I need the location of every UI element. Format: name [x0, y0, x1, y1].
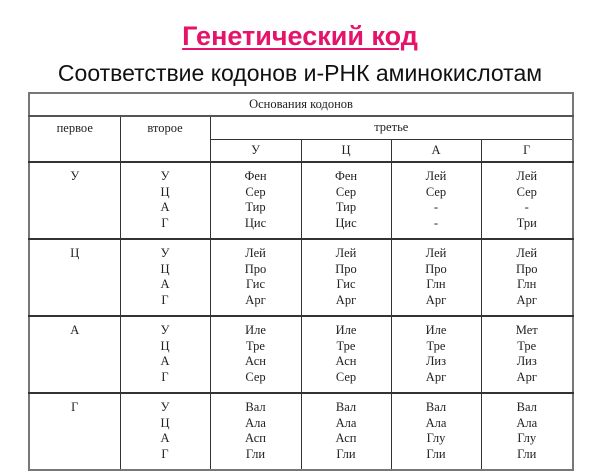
amino-acid-cell: [391, 393, 481, 470]
amino-acid-label: Про: [335, 261, 357, 276]
amino-acid-label: Арг: [425, 369, 447, 384]
first-base-cell: [29, 393, 120, 470]
second-base-label: Г: [161, 446, 169, 461]
amino-acid-label: Тир: [245, 200, 266, 214]
amino-acid-label: -: [433, 200, 439, 214]
second-base-cell: [120, 393, 210, 470]
amino-acid-label: Гли: [336, 446, 356, 461]
amino-acid-label: Асп: [335, 431, 357, 445]
first-base-label: У: [70, 169, 80, 183]
amino-acid-label: Иле: [245, 323, 266, 337]
second-base-cell: [120, 162, 210, 239]
amino-acid-label: Асн: [335, 354, 357, 368]
table-row: [29, 316, 573, 393]
amino-acid-label: Гли: [517, 446, 537, 461]
amino-acid-label: Гис: [246, 277, 265, 291]
header-first-base: первое: [29, 116, 120, 162]
amino-acid-label: Вал: [425, 400, 447, 414]
amino-acid-cell: [210, 239, 301, 316]
second-base-label: Ц: [160, 338, 170, 353]
amino-acid-label: Лей: [516, 246, 538, 260]
header-third-a: А: [391, 139, 481, 162]
amino-acid-cell: [481, 316, 573, 393]
amino-acid-cell: [481, 393, 573, 470]
amino-acid-label: Ала: [335, 415, 357, 430]
second-base-label: У: [160, 246, 170, 260]
amino-acid-label: Вал: [245, 400, 266, 414]
page-subtitle: Соответствие кодонов и-РНК аминокислотам: [57, 60, 543, 86]
genetic-code-table: [28, 92, 574, 471]
amino-acid-label: Три: [516, 215, 537, 230]
amino-acid-label: Фен: [334, 169, 358, 183]
second-base-label: У: [160, 169, 170, 183]
header-third-u: У: [210, 139, 301, 162]
amino-acid-label: Глу: [517, 431, 537, 445]
amino-acid-label: Лиз: [425, 354, 447, 368]
amino-acid-label: Про: [244, 261, 267, 276]
second-base-label: Г: [161, 369, 169, 384]
amino-acid-label: Вал: [335, 400, 357, 414]
amino-acid-cell: [301, 239, 391, 316]
header-third-base: третье: [210, 116, 573, 139]
page-title: Генетический код: [182, 21, 418, 51]
second-base-label: А: [160, 200, 170, 214]
amino-acid-label: Глу: [426, 431, 446, 445]
amino-acid-label: Арг: [245, 292, 266, 307]
amino-acid-label: Асн: [245, 354, 266, 368]
header-third-g: Г: [481, 139, 573, 162]
second-base-label: А: [160, 354, 170, 368]
amino-acid-label: Гис: [336, 277, 356, 291]
first-base-cell: [29, 162, 120, 239]
amino-acid-cell: [481, 239, 573, 316]
amino-acid-cell: [210, 162, 301, 239]
amino-acid-label: Сер: [335, 369, 357, 384]
amino-acid-label: Про: [515, 261, 538, 276]
amino-acid-label: Лей: [425, 169, 447, 183]
amino-acid-cell: [391, 239, 481, 316]
second-base-cell: [120, 316, 210, 393]
amino-acid-label: Арг: [516, 369, 537, 384]
second-base-label: Ц: [160, 261, 170, 276]
table-row: [29, 393, 573, 470]
amino-acid-cell: [481, 162, 573, 239]
first-base-label: А: [70, 323, 80, 337]
second-base-label: А: [160, 277, 170, 291]
second-base-label: Г: [161, 292, 169, 307]
amino-acid-cell: [301, 316, 391, 393]
amino-acid-label: Ала: [425, 415, 447, 430]
second-base-label: Г: [161, 215, 169, 230]
second-base-label: У: [160, 323, 170, 337]
first-base-label: Ц: [70, 246, 80, 260]
amino-acid-cell: [391, 316, 481, 393]
amino-acid-label: Сер: [516, 184, 537, 199]
first-base-cell: [29, 316, 120, 393]
amino-acid-label: Гли: [426, 446, 446, 461]
amino-acid-label: Лей: [335, 246, 357, 260]
amino-acid-label: Тре: [336, 338, 356, 353]
amino-acid-label: Арг: [425, 292, 447, 307]
amino-acid-label: Иле: [425, 323, 447, 337]
amino-acid-label: Лей: [245, 246, 266, 260]
amino-acid-label: Тре: [426, 338, 446, 353]
amino-acid-cell: [301, 162, 391, 239]
amino-acid-label: Арг: [516, 292, 537, 307]
second-base-label: У: [160, 400, 170, 414]
amino-acid-label: Ала: [516, 415, 538, 430]
amino-acid-label: Тре: [517, 338, 537, 353]
amino-acid-label: Сер: [425, 184, 447, 199]
amino-acid-label: Цис: [244, 215, 267, 230]
amino-acid-cell: [301, 393, 391, 470]
amino-acid-label: Лей: [425, 246, 447, 260]
table-row: [29, 239, 573, 316]
amino-acid-label: Цис: [335, 215, 357, 230]
amino-acid-label: Сер: [245, 184, 266, 199]
amino-acid-label: Тир: [335, 200, 357, 214]
amino-acid-label: Ала: [245, 415, 266, 430]
amino-acid-label: Сер: [335, 184, 357, 199]
amino-acid-label: Тре: [246, 338, 265, 353]
first-base-cell: [29, 239, 120, 316]
amino-acid-label: Гли: [245, 446, 266, 461]
amino-acid-label: Глн: [517, 277, 537, 291]
amino-acid-label: Про: [425, 261, 447, 276]
second-base-label: А: [160, 431, 170, 445]
amino-acid-cell: [391, 162, 481, 239]
table-body: [29, 162, 573, 470]
amino-acid-label: Лей: [516, 169, 538, 183]
amino-acid-label: Вал: [516, 400, 537, 414]
amino-acid-label: -: [433, 215, 439, 230]
amino-acid-label: Иле: [335, 323, 357, 337]
header-second-base: второе: [120, 116, 210, 162]
amino-acid-label: Арг: [335, 292, 357, 307]
amino-acid-label: Глн: [426, 277, 446, 291]
amino-acid-label: Лиз: [516, 354, 537, 368]
table-row: [29, 162, 573, 239]
second-base-label: Ц: [160, 415, 170, 430]
amino-acid-label: Мет: [515, 323, 538, 337]
amino-acid-cell: [210, 316, 301, 393]
header-third-c: Ц: [301, 139, 391, 162]
second-base-cell: [120, 239, 210, 316]
amino-acid-label: Асп: [245, 431, 266, 445]
header-codon-bases: Основания кодонов: [29, 93, 573, 116]
first-base-label: Г: [71, 400, 79, 414]
second-base-label: Ц: [160, 184, 170, 199]
amino-acid-cell: [210, 393, 301, 470]
amino-acid-label: -: [524, 200, 529, 214]
amino-acid-label: Сер: [245, 369, 266, 384]
amino-acid-label: Фен: [244, 169, 267, 183]
